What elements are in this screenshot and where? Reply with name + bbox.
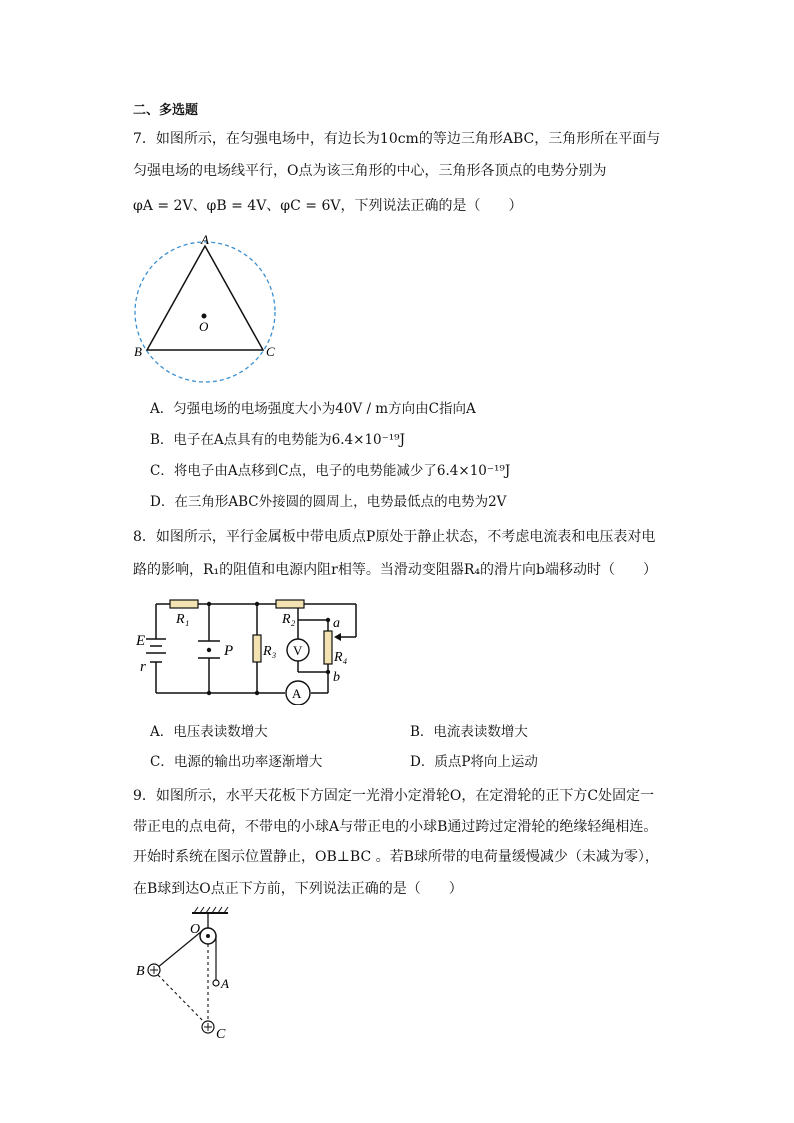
q7-text-line3: φA = 2V、φB = 4V、φC = 6V，下列说法正确的是（ ） [133, 198, 523, 214]
rheostat-r4 [324, 631, 332, 664]
q8-option-c: C．电源的输出功率逐渐增大 [150, 754, 323, 770]
center-point-o [202, 314, 207, 319]
particle-p [207, 648, 211, 652]
label-r1: R₁ [176, 612, 190, 627]
ball-a [213, 980, 219, 986]
q7-text-line2: 匀强电场的电场线平行，O点为该三角形的中心，三角形各顶点的电势分别为 [133, 163, 607, 179]
q8-option-a: A．电压表读数增大 [150, 724, 268, 740]
label-v: V [293, 643, 303, 658]
q9-pulley-figure [130, 905, 250, 1043]
q8-circuit-figure [130, 595, 370, 705]
label-a-terminal: a [333, 616, 340, 631]
label-r: r [140, 659, 146, 675]
q8-text-line1: 8．如图所示，平行金属板中带电质点P原处于静止状态，不考虑电流表和电压表对电 [133, 529, 656, 545]
q7-text-line1: 7．如图所示，在匀强电场中，有边长为10cm的等边三角形ABC，三角形所在平面与 [133, 131, 661, 147]
resistor-r3 [253, 635, 261, 662]
label-r2: R₂ [282, 612, 296, 627]
q7-option-a: A．匀强电场的电场强度大小为40V / m方向由C指向A [150, 401, 476, 417]
q8-text-line2: 路的影响，R₁的阻值和电源内阻r相等。当滑动变阻器R₄的滑片向b端移动时（ ） [133, 562, 657, 578]
label-b-terminal: b [333, 670, 340, 685]
q9-text-line2: 带正电的点电荷，不带电的小球A与带正电的小球B通过跨过定滑轮的绝缘轻绳相连。 [133, 819, 658, 835]
triangle-abc [147, 246, 263, 350]
circumcircle [135, 242, 275, 382]
label-a: A [221, 976, 229, 991]
label-b: B [136, 964, 145, 979]
q9-text-line1: 9．如图所示，水平天花板下方固定一光滑小定滑轮O，在定滑轮的正下方C处固定一 [133, 788, 655, 804]
q8-option-d: D．质点P将向上运动 [410, 754, 538, 770]
label-o: O [190, 922, 201, 937]
q7-option-b: B．电子在A点具有的电势能为6.4×10⁻¹⁹J [150, 432, 405, 448]
q9-text-line3: 开始时系统在图示位置静止，OB⊥BC 。若B球所带的电荷量缓慢减少（未减为零）， [133, 849, 659, 865]
section-title: 二、多选题 [133, 103, 199, 118]
q7-option-d: D．在三角形ABC外接圆的圆周上，电势最低点的电势为2V [150, 494, 507, 510]
q7-triangle-figure [130, 232, 290, 390]
q8-option-b: B．电流表读数增大 [410, 724, 528, 740]
label-e: E [136, 633, 146, 649]
q7-option-c: C．将电子由A点移到C点，电子的电势能减少了6.4×10⁻¹⁹J [150, 463, 511, 479]
label-c: C [266, 344, 275, 359]
label-ammeter: A [292, 686, 302, 701]
resistor-r1 [170, 600, 198, 608]
label-p: P [224, 643, 234, 659]
label-o: O [199, 319, 209, 334]
resistor-r2 [276, 600, 304, 608]
label-c: C [216, 1027, 226, 1042]
label-r3: R₃ [263, 644, 277, 659]
q9-text-line4: 在B球到达O点正下方前，下列说法正确的是（ ） [133, 881, 463, 897]
label-r4: R₄ [334, 650, 348, 665]
label-a: A [201, 232, 209, 247]
label-b: B [134, 344, 142, 359]
